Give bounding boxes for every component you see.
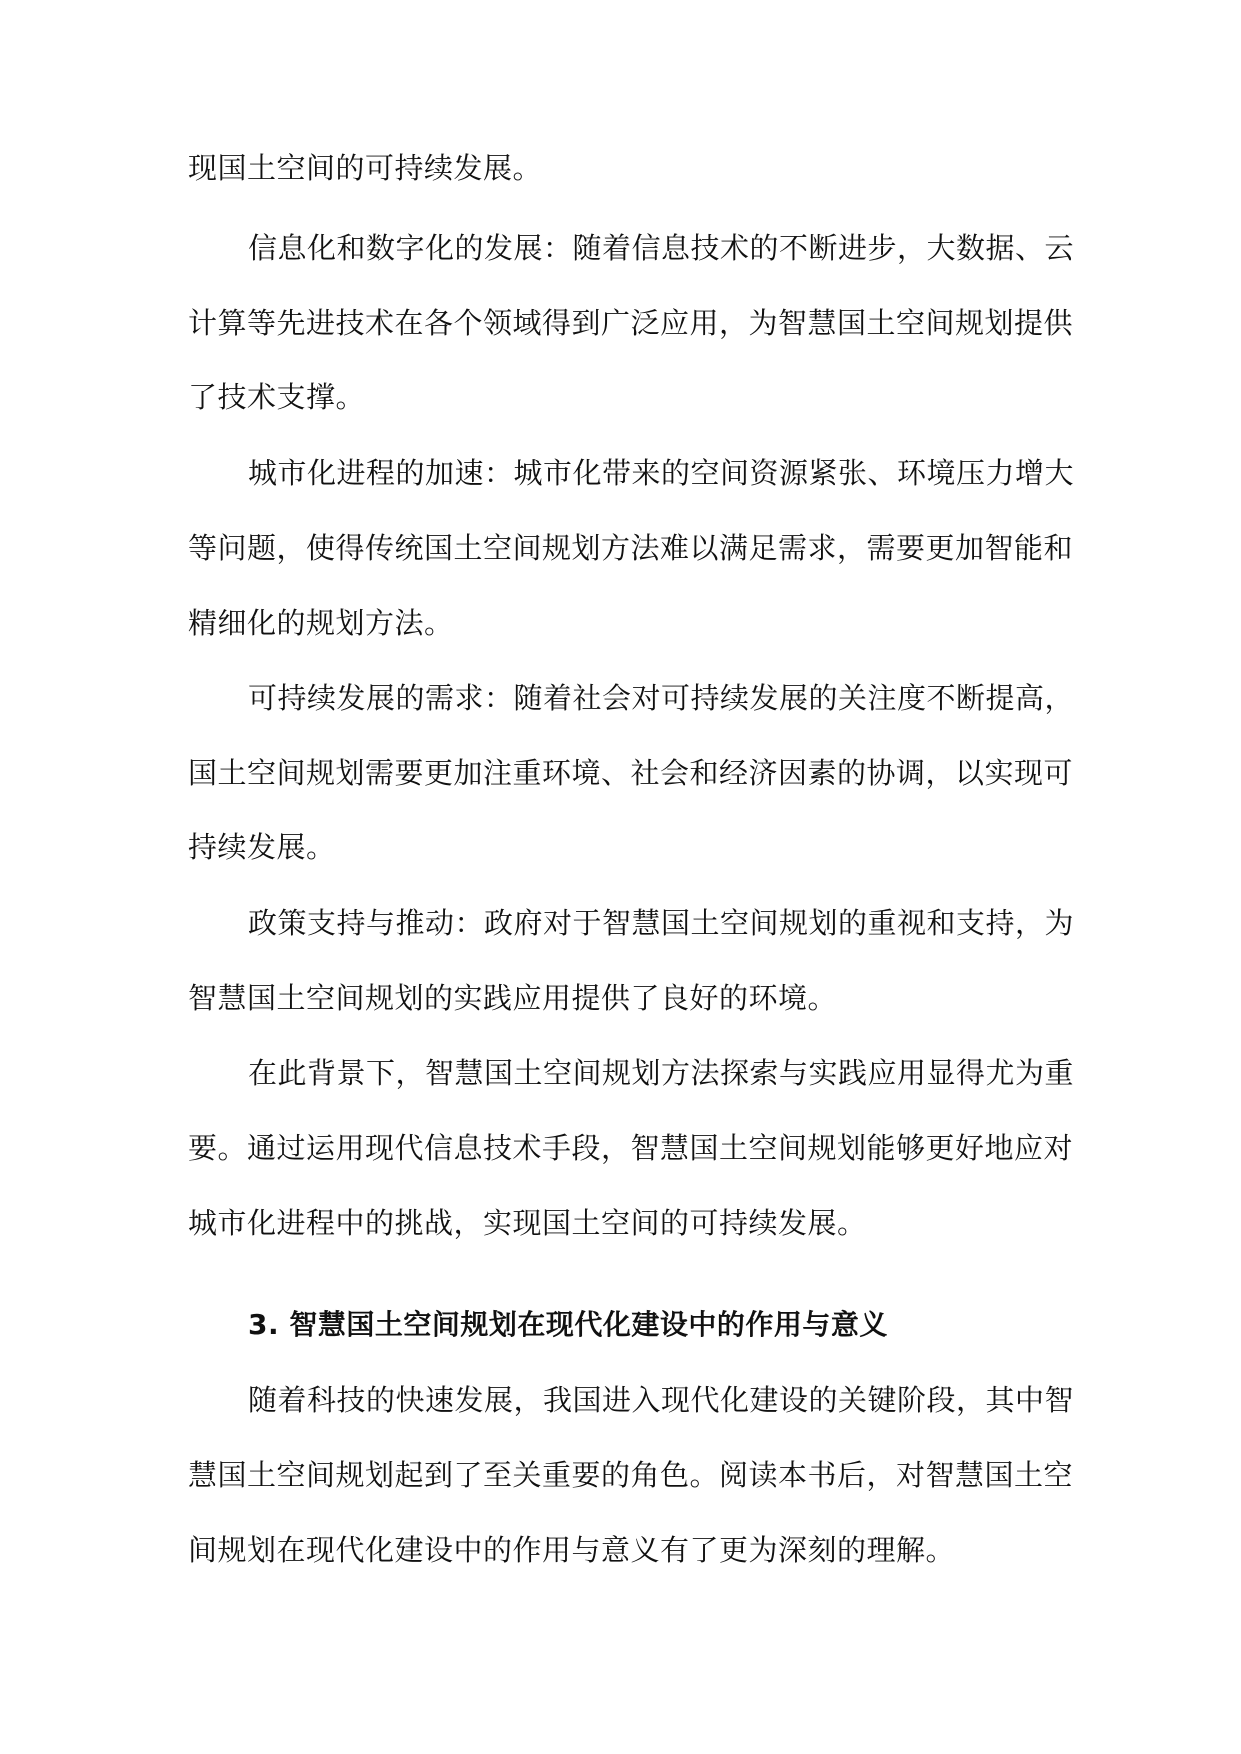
- text-line: 城市化进程的加速：城市化带来的空间资源紧张、环境压力增大: [248, 456, 1075, 490]
- text-line: 精细化的规划方法。: [188, 606, 454, 640]
- text-line: 随着科技的快速发展，我国进入现代化建设的关键阶段，其中智: [248, 1383, 1075, 1417]
- text-line: 信息化和数字化的发展：随着信息技术的不断进步，大数据、云: [248, 231, 1075, 265]
- text-line: 智慧国土空间规划的实践应用提供了良好的环境。: [188, 981, 838, 1015]
- text-line: 慧国土空间规划起到了至关重要的角色。阅读本书后，对智慧国土空: [188, 1458, 1074, 1492]
- text-line: 国土空间规划需要更加注重环境、社会和经济因素的协调，以实现可: [188, 756, 1074, 790]
- text-line: 间规划在现代化建设中的作用与意义有了更为深刻的理解。: [188, 1533, 956, 1567]
- text-line: 现国土空间的可持续发展。: [188, 151, 543, 185]
- text-line: 计算等先进技术在各个领域得到广泛应用，为智慧国土空间规划提供: [188, 306, 1074, 340]
- text-line: 可持续发展的需求：随着社会对可持续发展的关注度不断提高，: [248, 681, 1075, 715]
- text-line: 要。通过运用现代信息技术手段，智慧国土空间规划能够更好地应对: [188, 1131, 1074, 1165]
- text-line: 持续发展。: [188, 830, 336, 864]
- text-line: 等问题，使得传统国土空间规划方法难以满足需求，需要更加智能和: [188, 531, 1074, 565]
- text-line: 城市化进程中的挑战，实现国土空间的可持续发展。: [188, 1206, 867, 1240]
- text-line: 政策支持与推动：政府对于智慧国土空间规划的重视和支持，为: [248, 906, 1075, 940]
- text-line: 了技术支撑。: [188, 380, 366, 414]
- text-line: 在此背景下，智慧国土空间规划方法探索与实践应用显得尤为重: [248, 1056, 1075, 1090]
- section-heading: 3. 智慧国土空间规划在现代化建设中的作用与意义: [248, 1308, 888, 1341]
